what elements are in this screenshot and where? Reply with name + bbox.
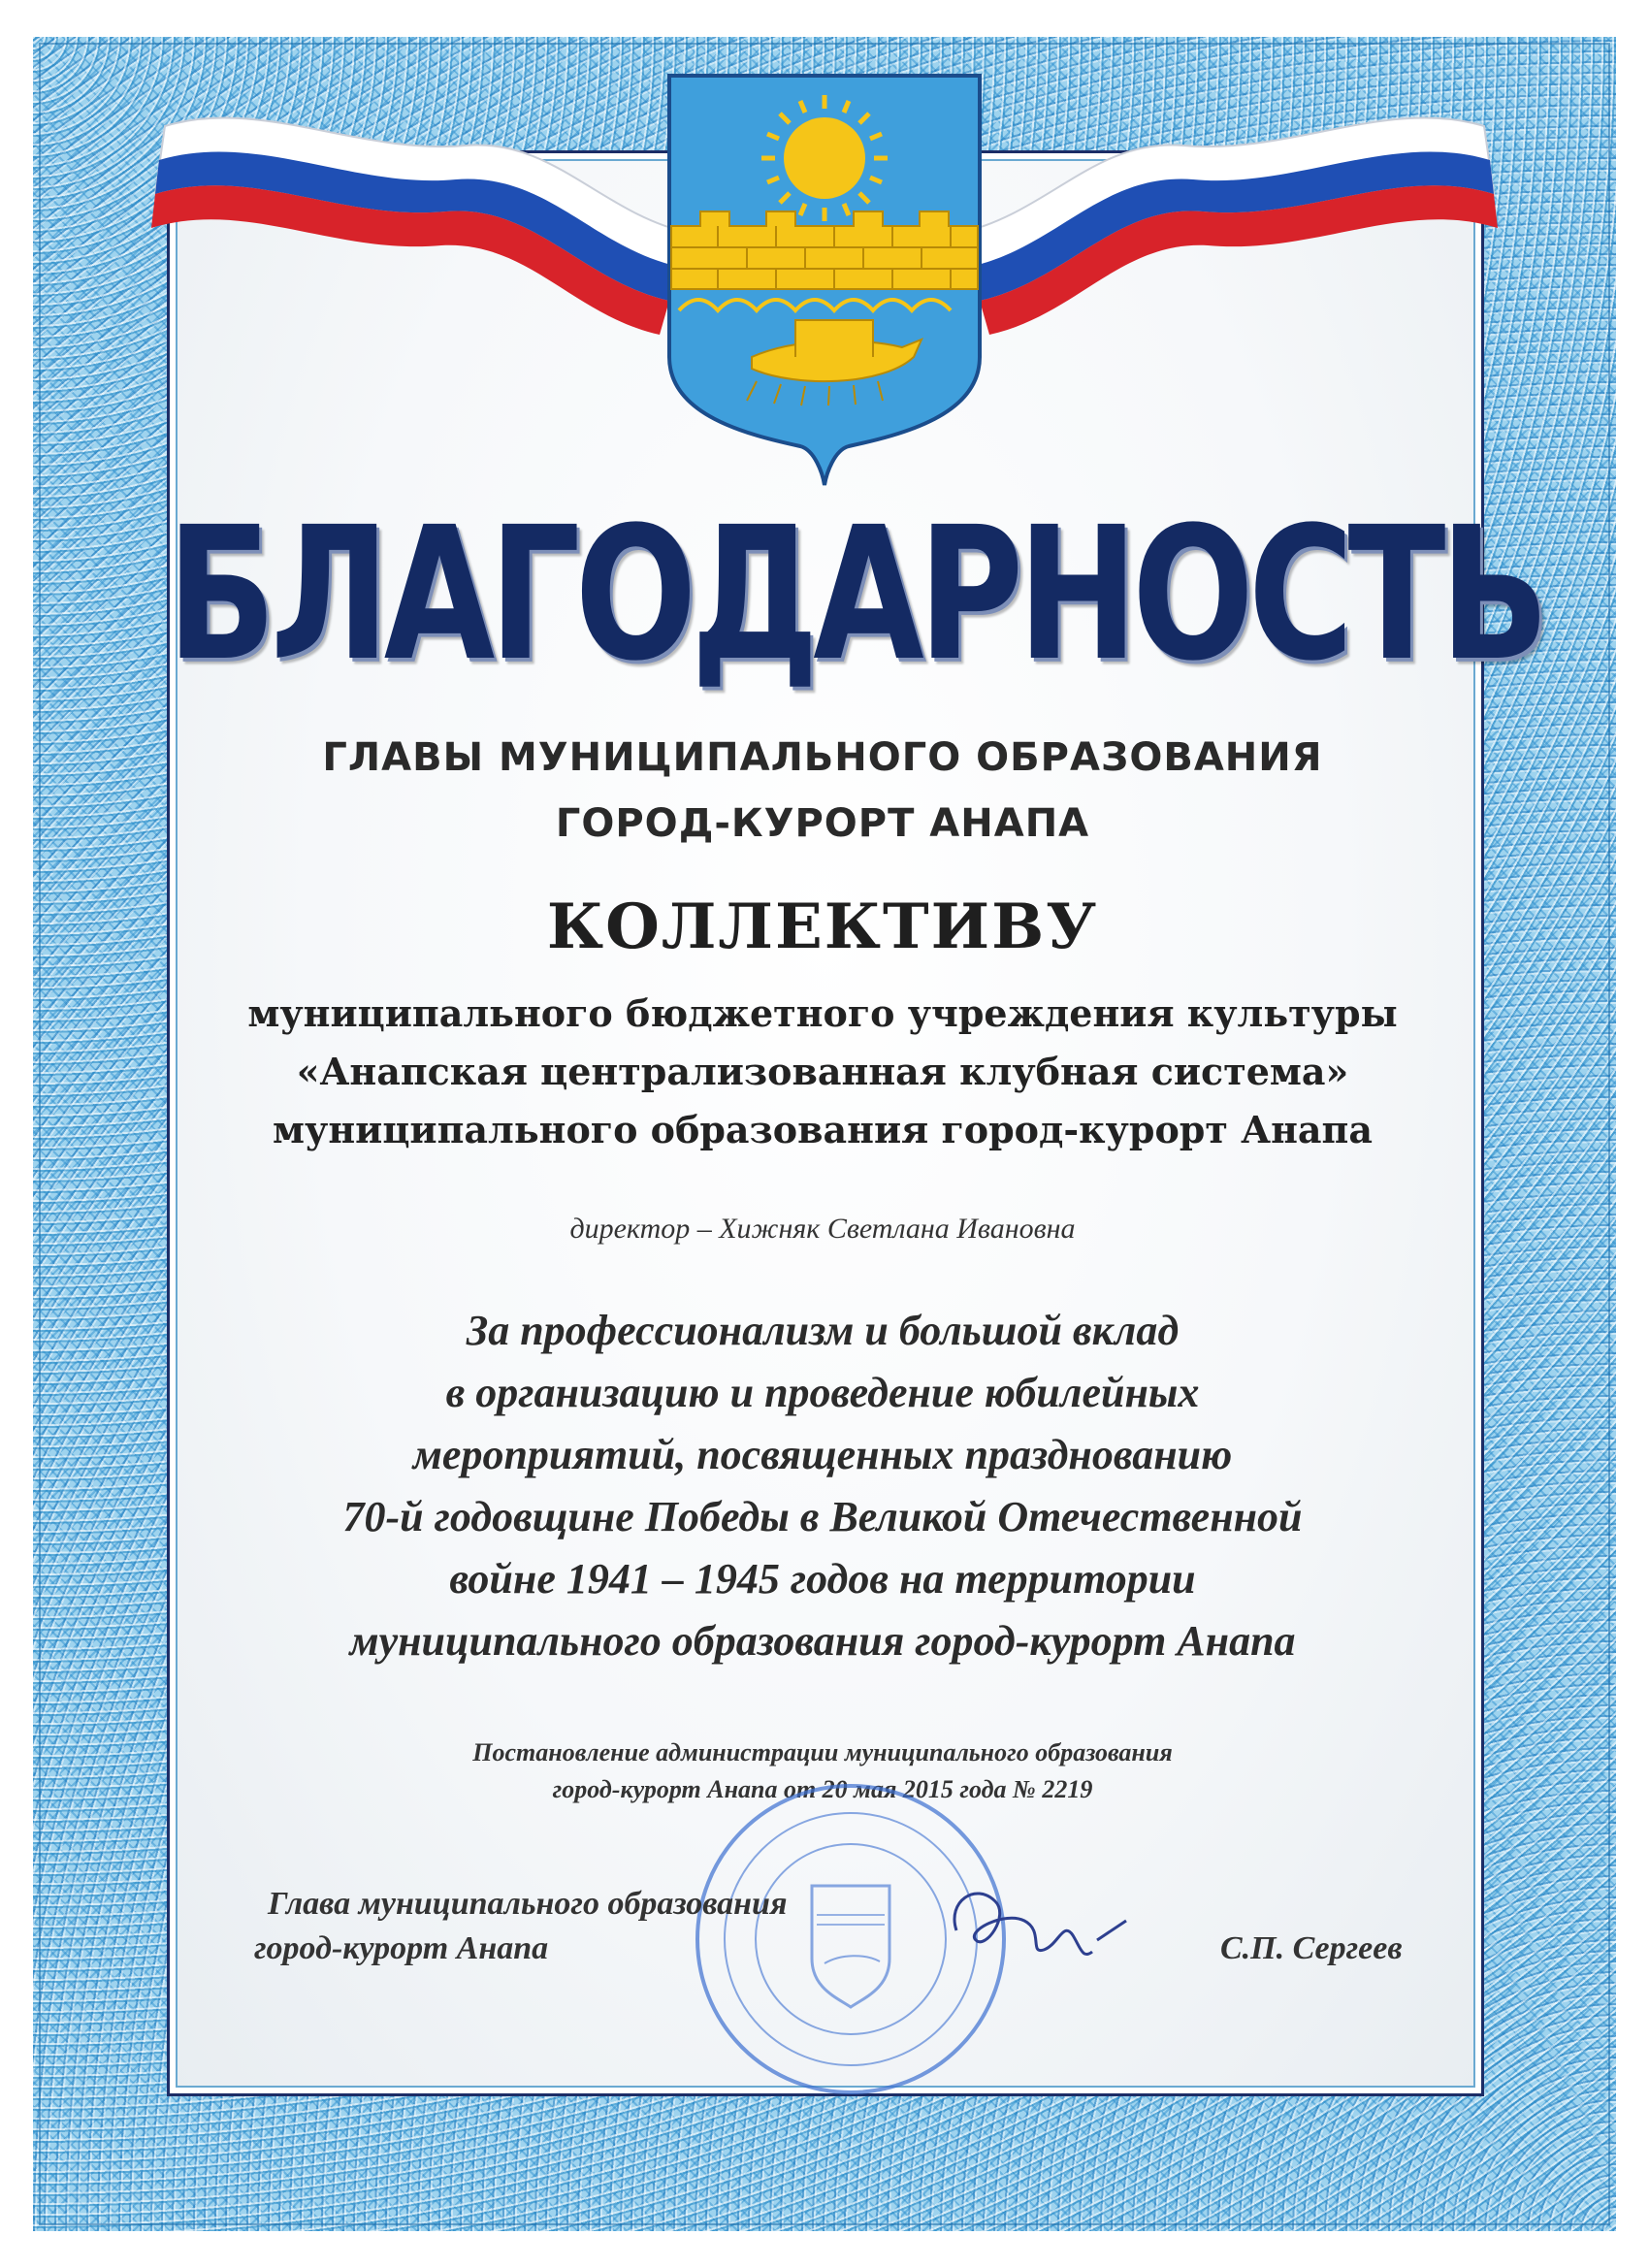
reason-line: муниципального образования город-курорт Анапа [349, 1617, 1296, 1665]
flag-ribbon-left [151, 118, 689, 335]
decree-line: город-курорт Анапа от 20 мая 2015 года № 2219 [552, 1775, 1093, 1803]
organization-line: «Анапская централизованная клубная система» [296, 1050, 1349, 1093]
reason-line: мероприятий, посвященных празднованию [412, 1431, 1233, 1478]
organization-line: муниципального образования город-курорт Анапа [273, 1108, 1373, 1151]
signatory-title-line: город-курорт Анапа [254, 1930, 549, 1966]
handwritten-signature [937, 1863, 1131, 1989]
reason-line: войне 1941 – 1945 годов на территории [449, 1555, 1196, 1603]
reason-line: в организацию и проведение юбилейных [445, 1369, 1200, 1416]
anapa-coat-of-arms [660, 66, 989, 493]
decree-line: Постановление администрации муниципального образования [472, 1738, 1173, 1766]
issuer-line: ГЛАВЫ МУНИЦИПАЛЬНОГО ОБРАЗОВАНИЯ [322, 735, 1323, 780]
reason-line: 70-й годовщине Победы в Великой Отечественной [342, 1493, 1303, 1540]
flag-ribbon-right [960, 118, 1498, 335]
organization-line: муниципального бюджетного учреждения культуры [247, 991, 1398, 1035]
signatory-title-line: Глава муниципального образования [268, 1886, 788, 1922]
reason-line: За профессионализм и большой вклад [466, 1307, 1180, 1354]
document-title: БЛАГОДАРНОСТЬ [167, 487, 1544, 701]
recipient-heading: КОЛЛЕКТИВУ [546, 891, 1099, 963]
issuer-line: ГОРОД-КУРОРТ АНАПА [555, 801, 1090, 846]
signatory-name: С.П. Сергеев [1220, 1930, 1403, 1966]
director-line: директор – Хижняк Светлана Ивановна [569, 1213, 1076, 1245]
